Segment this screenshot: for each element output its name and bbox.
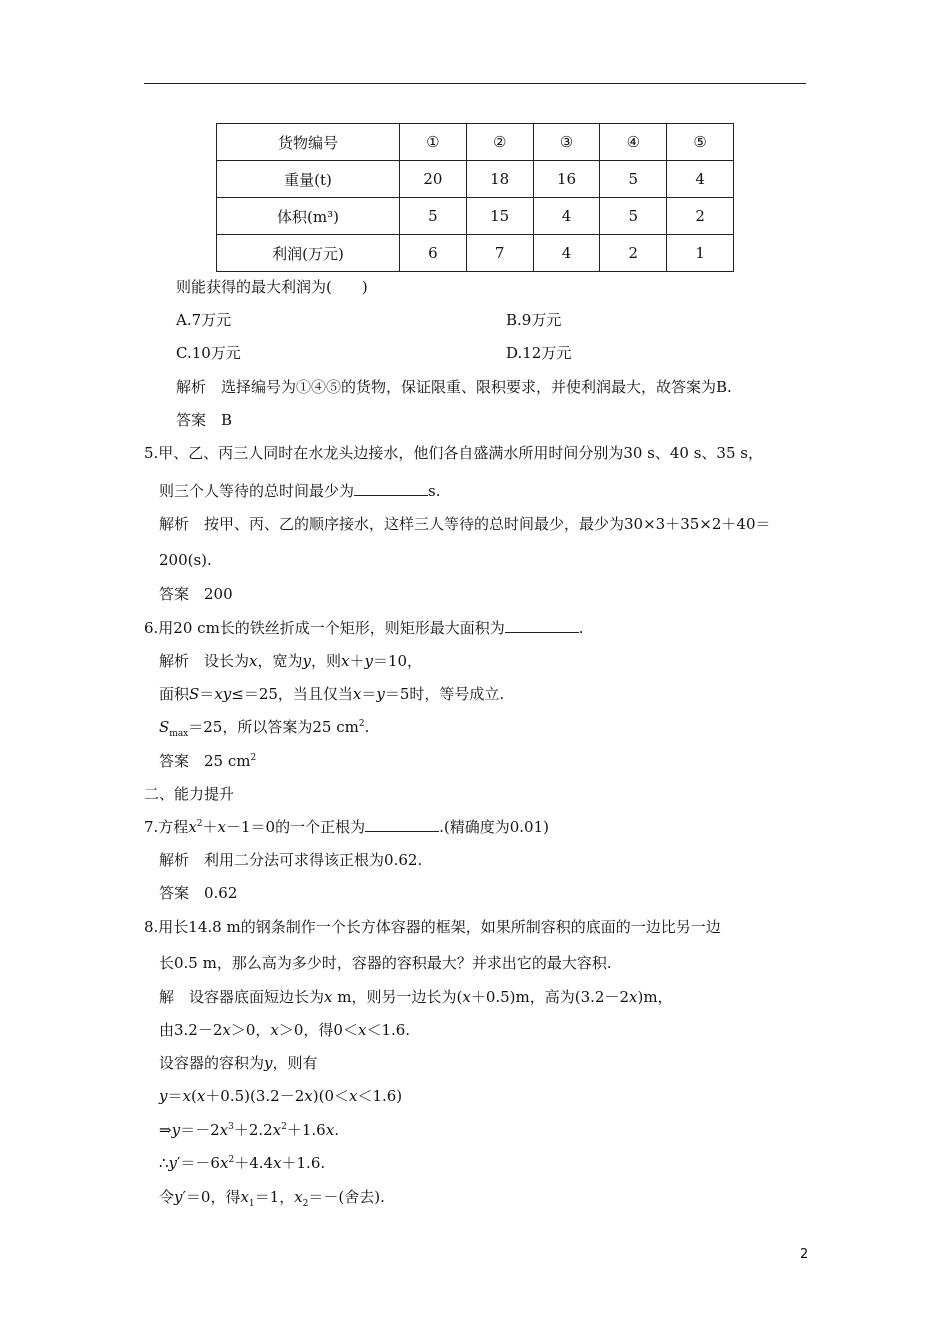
table-cell: 5 [400,198,467,235]
q4-stem: 则能获得的最大利润为( ) [176,278,368,296]
table-cell: 15 [466,198,533,235]
q6-analysis-line2: 面积S＝xy≤＝25，当且仅当x＝y＝5时，等号成立. [159,685,505,703]
table-cell: 1 [667,235,734,272]
table-row [217,198,734,235]
table-cell: 7 [466,235,533,272]
table-cell: 5 [600,161,667,198]
table-cell: 4 [533,235,600,272]
table-cell: 5 [600,198,667,235]
table-cell: 重量(t) [217,161,400,198]
table-cell: 2 [600,235,667,272]
q4-analysis: 解析 选择编号为①④⑤的货物，保证限重、限积要求，并使利润最大，故答案为B. [176,378,732,396]
section-heading: 二、能力提升 [144,785,235,803]
q8-solution-line5: $\Rightarrow y=-2x^3+2.2x^2+1.6x$. [159,1121,339,1139]
q7-answer: 答案 0.62 [159,884,238,902]
table-cell: 4 [667,161,734,198]
q5-analysis: 解析 按甲、丙、乙的顺序接水，这样三人等待的总时间最少，最少为30×3＋35×2＋40＝ [159,515,771,533]
table-cell: ③ [533,124,600,161]
q8-solution-line4: y＝x(x＋0.5)(3.2－2x)(0＜x＜1.6) [159,1087,403,1105]
q4-answer: 答案 B [176,411,233,429]
q4-option-b: B.9万元 [506,311,562,329]
q5-stem: 5.甲、乙、丙三人同时在水龙头边接水，他们各自盛满水所用时间分别为30 s、40 s、35 s， [144,444,763,462]
q8-solution-line6: $\therefore y'=-6x^2+4.4x+1.6$. [159,1154,326,1172]
table-cell: 6 [400,235,467,272]
table-cell: 4 [533,198,600,235]
q8-solution-line2: 由3.2－2x＞0，x＞0，得0＜x＜1.6. [159,1021,411,1039]
goods-table [216,123,734,272]
table-cell: 货物编号 [217,124,400,161]
q7-stem: 7.方程$x^2+x-1=0$的一个正根为 .(精确度为0.01) [144,818,549,836]
table-row [217,161,734,198]
q4-option-a: A.7万元 [176,311,232,329]
q5-stem-line2: 则三个人等待的总时间最少为 s. [159,482,441,500]
q5-answer: 答案 200 [159,585,233,603]
q5-analysis-line2: 200(s). [159,551,212,569]
q4-option-d: D.12万元 [506,344,572,362]
table-cell: ① [400,124,467,161]
page-number: 2 [800,1247,809,1262]
table-cell: ④ [600,124,667,161]
table-cell: ⑤ [667,124,734,161]
table-cell: 利润(万元) [217,235,400,272]
q6-answer: 答案 25 $cm^2$ [159,752,257,770]
q8-stem-line2: 长0.5 m，那么高为多少时，容器的容积最大？并求出它的最大容积. [159,954,612,972]
table-cell: ② [466,124,533,161]
q8-stem: 8.用长14.8 m的钢条制作一个长方体容器的框架，如果所制容积的底面的一边比另一边 [144,918,721,936]
table-cell: 16 [533,161,600,198]
table-cell: 体积(m³) [217,198,400,235]
q8-solution-line1: 解 设容器底面短边长为x m，则另一边长为(x＋0.5)m，高为(3.2－2x)m， [159,988,673,1006]
q4-option-c: C.10万元 [176,344,241,362]
table-row [217,124,734,161]
q8-solution-line7: 令y′＝0，得$x_1=1$，$x_2=-$(舍去). [159,1188,385,1209]
q8-solution-line3: 设容器的容积为y，则有 [159,1054,318,1072]
answer-blank [365,817,439,832]
answer-blank [505,618,579,633]
table-row [217,235,734,272]
q6-analysis: 解析 设长为x，宽为y，则x＋y＝10， [159,652,423,670]
answer-blank [354,481,428,496]
header-rule [144,83,806,84]
table-cell: 2 [667,198,734,235]
table-cell: 18 [466,161,533,198]
q7-analysis: 解析 利用二分法可求得该正根为0.62. [159,851,423,869]
q6-stem: 6.用20 cm长的铁丝折成一个矩形，则矩形最大面积为 . [144,619,584,637]
q6-analysis-line3: $S_{max}=25$，所以答案为25 $cm^2$. [159,718,370,739]
table-cell: 20 [400,161,467,198]
